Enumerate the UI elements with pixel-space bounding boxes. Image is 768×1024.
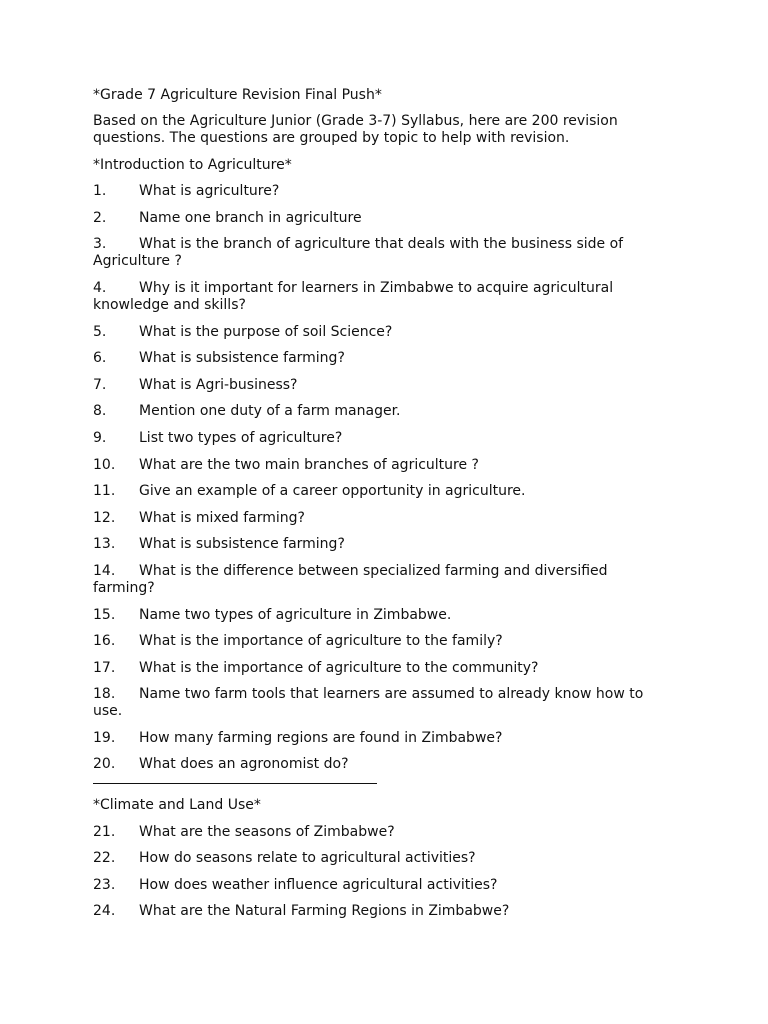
question-number: 5.: [93, 323, 107, 340]
question-item: [93, 280, 673, 314]
question-item: [93, 536, 673, 553]
question-item: [93, 510, 673, 527]
question-text: Give an example of a career opportunity in agriculture.: [139, 483, 526, 500]
question-number: 13.: [93, 536, 116, 553]
question-item: [93, 563, 673, 597]
question-item: [93, 377, 673, 394]
question-number: 1.: [93, 183, 107, 200]
question-text: List two types of agriculture?: [139, 429, 343, 446]
question-text: What is agriculture?: [139, 183, 280, 200]
question-item: [93, 903, 673, 920]
question-text: Name two types of agriculture in Zimbabwe.: [139, 606, 452, 623]
question-number: 19.: [93, 729, 116, 746]
question-item: [93, 457, 673, 474]
question-item: [93, 877, 673, 894]
question-item: [93, 686, 673, 720]
question-text: What are the two main branches of agriculture ?: [139, 456, 479, 473]
question-number: 14.: [93, 562, 116, 579]
question-number: 23.: [93, 876, 116, 893]
question-number: 6.: [93, 350, 107, 367]
question-item: [93, 850, 673, 867]
section-heading: *Climate and Land Use*: [93, 797, 261, 814]
question-item: [93, 350, 673, 367]
question-number: 20.: [93, 756, 116, 773]
question-text: What is the branch of agriculture that deals with the business side of Agriculture ?: [93, 236, 624, 270]
question-item: [93, 660, 673, 677]
question-number: 21.: [93, 823, 116, 840]
question-item: [93, 324, 673, 341]
question-number: 2.: [93, 209, 107, 226]
question-item: [93, 236, 673, 270]
question-text: How many farming regions are found in Zimbabwe?: [139, 729, 503, 746]
question-text: Name two farm tools that learners are assumed to already know how to use.: [93, 686, 644, 720]
question-text: What is the purpose of soil Science?: [139, 323, 393, 340]
document-intro: Based on the Agriculture Junior (Grade 3-7) Syllabus, here are 200 revision questions. The questions are grouped by topic to help with revision.: [93, 113, 618, 146]
question-item: [93, 756, 673, 773]
question-text: What does an agronomist do?: [139, 756, 349, 773]
question-number: 17.: [93, 659, 116, 676]
question-number: 18.: [93, 686, 116, 703]
question-number: 3.: [93, 236, 107, 253]
question-number: 24.: [93, 903, 116, 920]
question-text: What is mixed farming?: [139, 509, 305, 526]
question-number: 15.: [93, 606, 116, 623]
question-number: 9.: [93, 429, 107, 446]
question-item: [93, 403, 673, 420]
question-number: 7.: [93, 376, 107, 393]
question-number: 10.: [93, 456, 116, 473]
question-text: What is subsistence farming?: [139, 536, 345, 553]
question-text: Name one branch in agriculture: [139, 209, 362, 226]
question-number: 16.: [93, 633, 116, 650]
document-title: *Grade 7 Agriculture Revision Final Push*: [93, 87, 382, 103]
section-divider: [93, 783, 377, 784]
question-text: What is subsistence farming?: [139, 350, 345, 367]
question-item: [93, 633, 673, 650]
question-item: [93, 430, 673, 447]
document-sections: [93, 157, 673, 921]
question-text: How does weather influence agricultural activities?: [139, 876, 498, 893]
document-page: [93, 87, 673, 930]
question-text: What is Agri-business?: [139, 376, 298, 393]
question-number: 22.: [93, 850, 116, 867]
question-text: What are the seasons of Zimbabwe?: [139, 823, 395, 840]
question-text: What is the importance of agriculture to the family?: [139, 633, 503, 650]
question-number: 12.: [93, 509, 116, 526]
question-text: What are the Natural Farming Regions in Zimbabwe?: [139, 903, 510, 920]
question-number: 4.: [93, 279, 107, 296]
question-item: [93, 824, 673, 841]
question-text: What is the importance of agriculture to the community?: [139, 659, 539, 676]
question-item: [93, 730, 673, 747]
question-number: 8.: [93, 403, 107, 420]
question-text: What is the difference between specialized farming and diversified farming?: [93, 562, 608, 596]
question-number: 11.: [93, 483, 116, 500]
question-item: [93, 483, 673, 500]
question-item: [93, 607, 673, 624]
question-item: [93, 183, 673, 200]
question-text: Why is it important for learners in Zimbabwe to acquire agricultural knowledge and skills?: [93, 279, 614, 313]
question-text: Mention one duty of a farm manager.: [139, 403, 401, 420]
question-item: [93, 210, 673, 227]
question-text: How do seasons relate to agricultural activities?: [139, 850, 476, 867]
section-heading: *Introduction to Agriculture*: [93, 156, 292, 173]
